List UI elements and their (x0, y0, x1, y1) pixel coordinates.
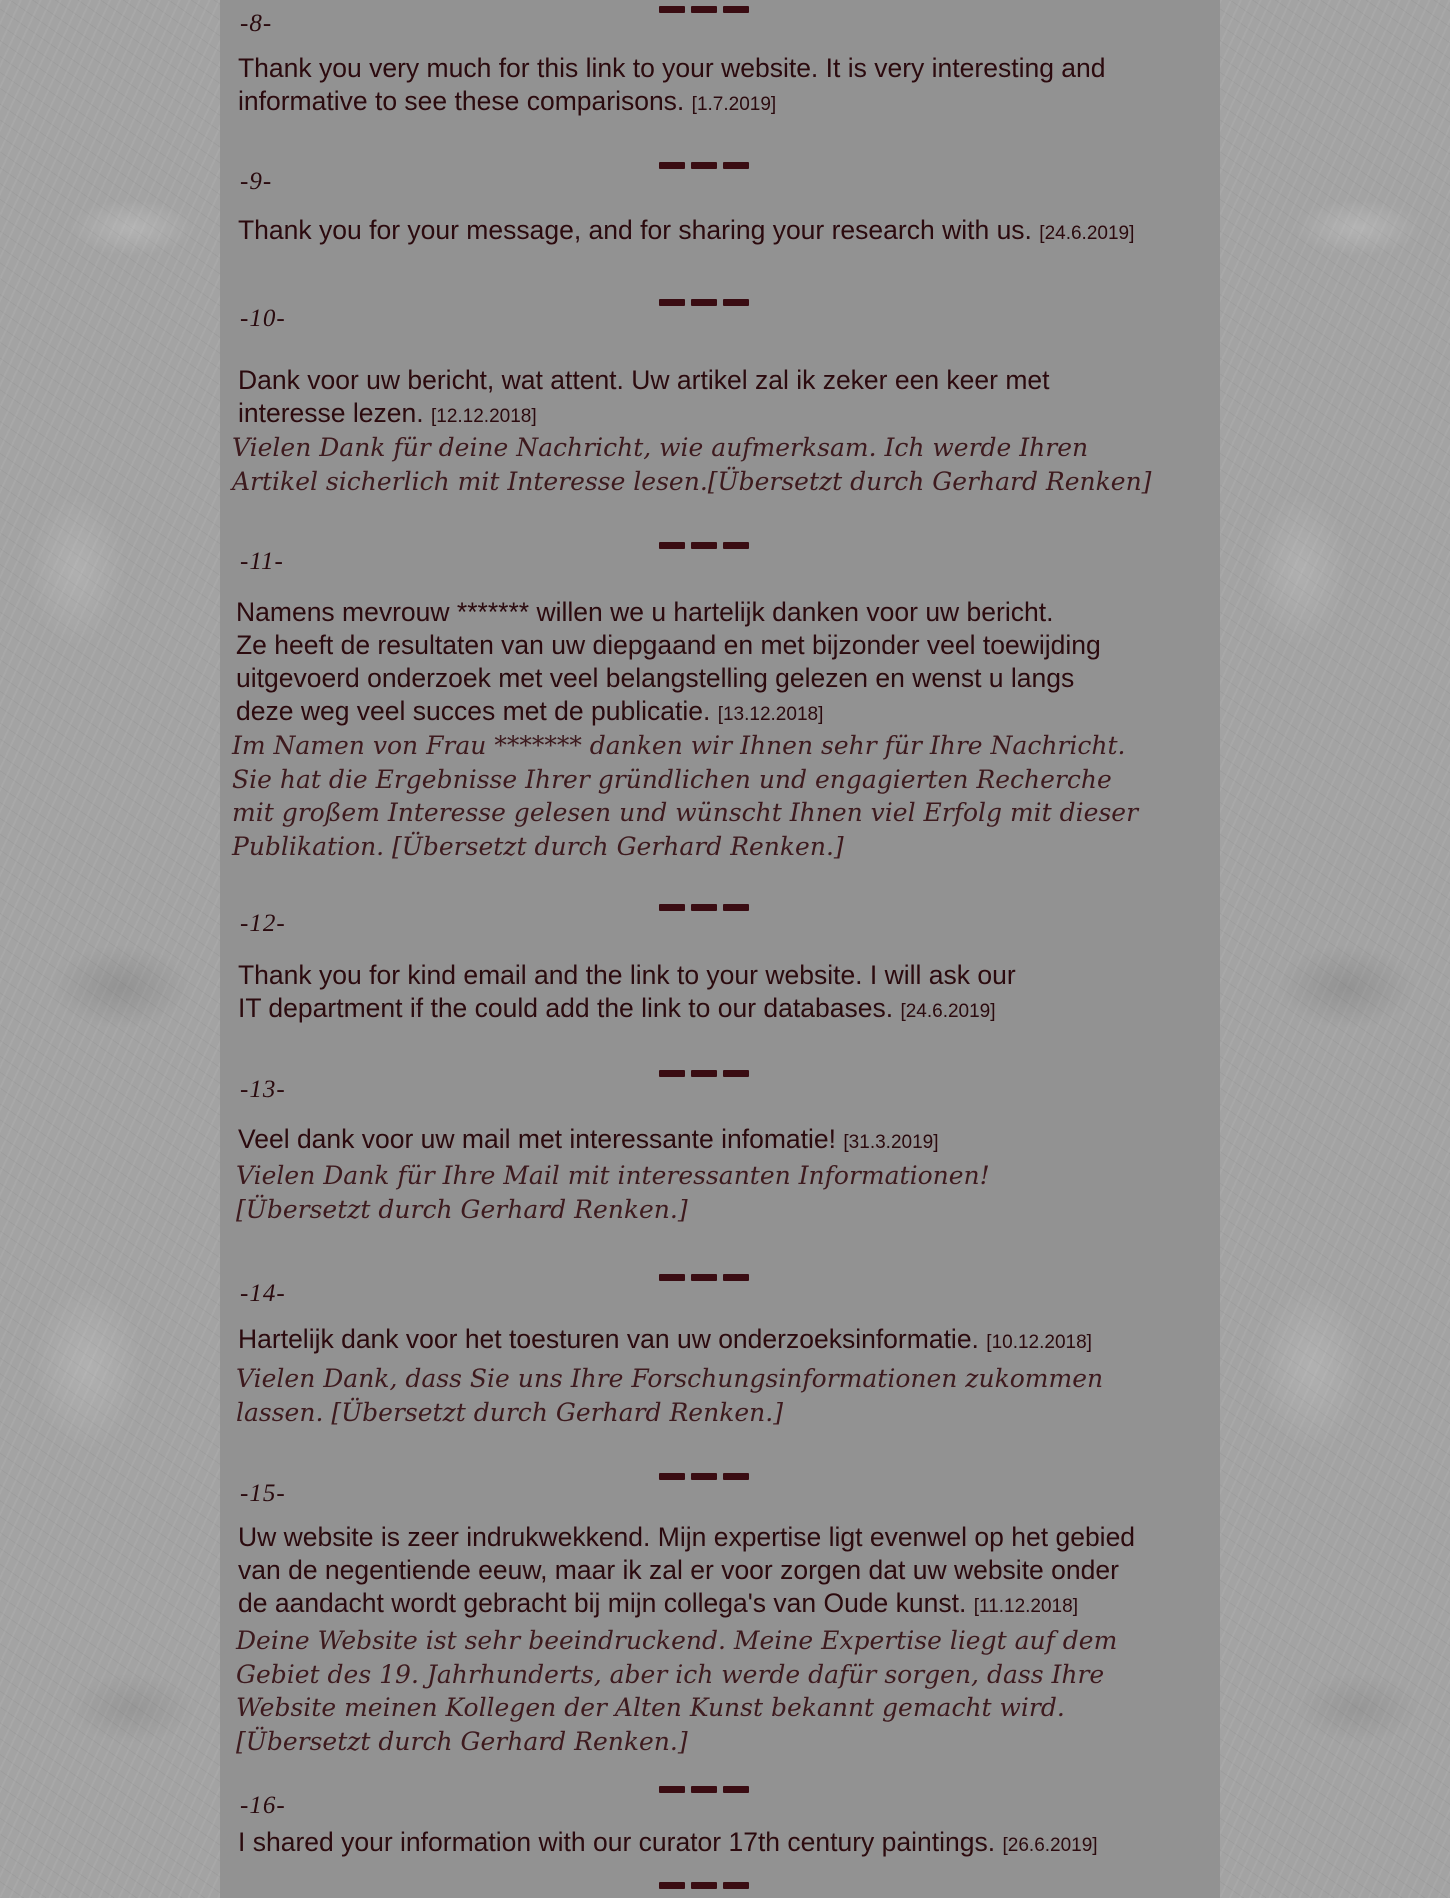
german-translation (236, 1624, 1236, 1758)
embossed-floral-border-left (0, 0, 220, 1898)
entry-line-text: I shared your information with our curator 17th century paintings. (238, 1827, 996, 1857)
entry-line (238, 1826, 1228, 1862)
translation-line: [Übersetzt durch Gerhard Renken.] (236, 1726, 688, 1756)
entry-line: Thank you for kind email and the link to your website. I will ask our (238, 960, 1016, 990)
entry-line: Thank you very much for this link to your website. It is very interesting and (238, 53, 1106, 83)
entry-line (238, 992, 1228, 1028)
translation-line: Vielen Dank für deine Nachricht, wie aufmerksam. Ich werde Ihren (232, 433, 1089, 462)
separator (659, 162, 749, 169)
entry-number: -16- (240, 1792, 286, 1819)
translation-line: Im Namen von Frau ******* danken wir Ihnen sehr für Ihre Nachricht. (232, 731, 1126, 760)
translation-line: mit großem Interesse gelesen und wünscht Ihnen viel Erfolg mit dieser (232, 798, 1139, 827)
separator (659, 1070, 749, 1077)
entry-line: van de negentiende eeuw, maar ik zal er voor zorgen dat uw website onder (238, 1555, 1119, 1585)
entry-date: [31.3.2019] (843, 1132, 939, 1153)
translation-line: Vielen Dank, dass Sie uns Ihre Forschungsinformationen zukommen (236, 1364, 1104, 1393)
entry-line-text: Veel dank voor uw mail met interessante infomatie! (238, 1124, 837, 1154)
entry-date: [26.6.2019] (1002, 1835, 1098, 1856)
entry-number: -9- (240, 168, 273, 195)
entry-line: Uw website is zeer indrukwekkend. Mijn expertise ligt evenwel op het gebied (238, 1522, 1136, 1552)
german-translation (232, 431, 1232, 498)
entry-line (238, 1323, 1228, 1359)
entry-number: -15- (240, 1480, 286, 1507)
entry-line (238, 1587, 1228, 1623)
entry-date: [10.12.2018] (986, 1332, 1092, 1353)
separator (659, 299, 749, 306)
german-translation (232, 729, 1232, 863)
entry-line-text: Thank you for your message, and for sharing your research with us. (238, 215, 1032, 245)
entry-number: -11- (240, 548, 284, 575)
translation-line: Artikel sicherlich mit Interesse lesen.[Übersetzt durch Gerhard Renken] (232, 466, 1152, 496)
separator (659, 1473, 749, 1480)
entry-number: -12- (240, 910, 286, 937)
german-translation (236, 1362, 1236, 1429)
separator (659, 1882, 749, 1889)
entry-text (238, 52, 1228, 121)
entry-line-text: informative to see these comparisons. (238, 86, 685, 116)
entry-date: [1.7.2019] (691, 94, 777, 115)
entry-number: -8- (240, 10, 273, 37)
separator (659, 904, 749, 911)
embossed-floral-border-right (1220, 0, 1450, 1898)
entry-text (238, 1826, 1228, 1862)
translation-line: Deine Website ist sehr beeindruckend. Meine Expertise liegt auf dem (236, 1626, 1118, 1655)
entry-text (238, 1323, 1228, 1359)
translation-line: Gebiet des 19. Jahrhunderts, aber ich werde dafür sorgen, dass Ihre (236, 1659, 1105, 1689)
entry-date: [24.6.2019] (900, 1001, 996, 1022)
entry-line-text: IT department if the could add the link to our databases. (238, 993, 894, 1023)
entry-line (238, 1123, 1228, 1159)
entry-line: Ze heeft de resultaten van uw diepgaand en met bijzonder veel toewijding (236, 630, 1101, 660)
entry-text (238, 959, 1228, 1028)
separator (659, 1786, 749, 1793)
entry-line (238, 214, 1228, 250)
translation-line: lassen. [Übersetzt durch Gerhard Renken.] (236, 1397, 783, 1427)
entry-number: -13- (240, 1076, 286, 1103)
separator (659, 542, 749, 549)
translation-line: Sie hat die Ergebnisse Ihrer gründlichen und engagierten Recherche (232, 764, 1112, 794)
entry-date: [13.12.2018] (717, 704, 824, 725)
translation-line: Vielen Dank für Ihre Mail mit interessanten Informationen! (236, 1161, 990, 1190)
entry-date: [24.6.2019] (1039, 223, 1135, 244)
entry-line-text: deze weg veel succes met de publicatie. (236, 696, 711, 726)
entry-line-text: de aandacht wordt gebracht bij mijn collega's van Oude kunst. (238, 1588, 967, 1618)
entry-line-text: Hartelijk dank voor het toesturen van uw onderzoeksinformatie. (238, 1324, 979, 1354)
german-translation (236, 1159, 1236, 1226)
entry-date: [12.12.2018] (430, 406, 537, 427)
entry-number: -10- (240, 305, 286, 332)
entry-text (238, 364, 1228, 433)
translation-line: [Übersetzt durch Gerhard Renken.] (236, 1194, 688, 1224)
entry-text (238, 1521, 1228, 1623)
translation-line: Website meinen Kollegen der Alten Kunst bekannt gemacht wird. (236, 1693, 1065, 1722)
entry-text (236, 596, 1226, 731)
entry-line (238, 397, 1228, 433)
entry-line (236, 695, 1226, 731)
entry-line: Namens mevrouw ******* willen we u hartelijk danken voor uw bericht. (236, 597, 1054, 627)
separator (659, 1274, 749, 1281)
entry-text (238, 1123, 1228, 1159)
entry-date: [11.12.2018] (973, 1596, 1078, 1617)
entry-line (238, 85, 1228, 121)
entry-line: uitgevoerd onderzoek met veel belangstelling gelezen en wenst u langs (236, 663, 1075, 693)
content-column (220, 0, 1220, 1898)
translation-line: Publikation. [Übersetzt durch Gerhard Renken.] (232, 831, 844, 861)
separator (659, 6, 749, 13)
entry-text (238, 214, 1228, 250)
entry-line: Dank voor uw bericht, wat attent. Uw artikel zal ik zeker een keer met (238, 365, 1050, 395)
entry-line-text: interesse lezen. (238, 398, 424, 428)
entry-number: -14- (240, 1280, 286, 1307)
